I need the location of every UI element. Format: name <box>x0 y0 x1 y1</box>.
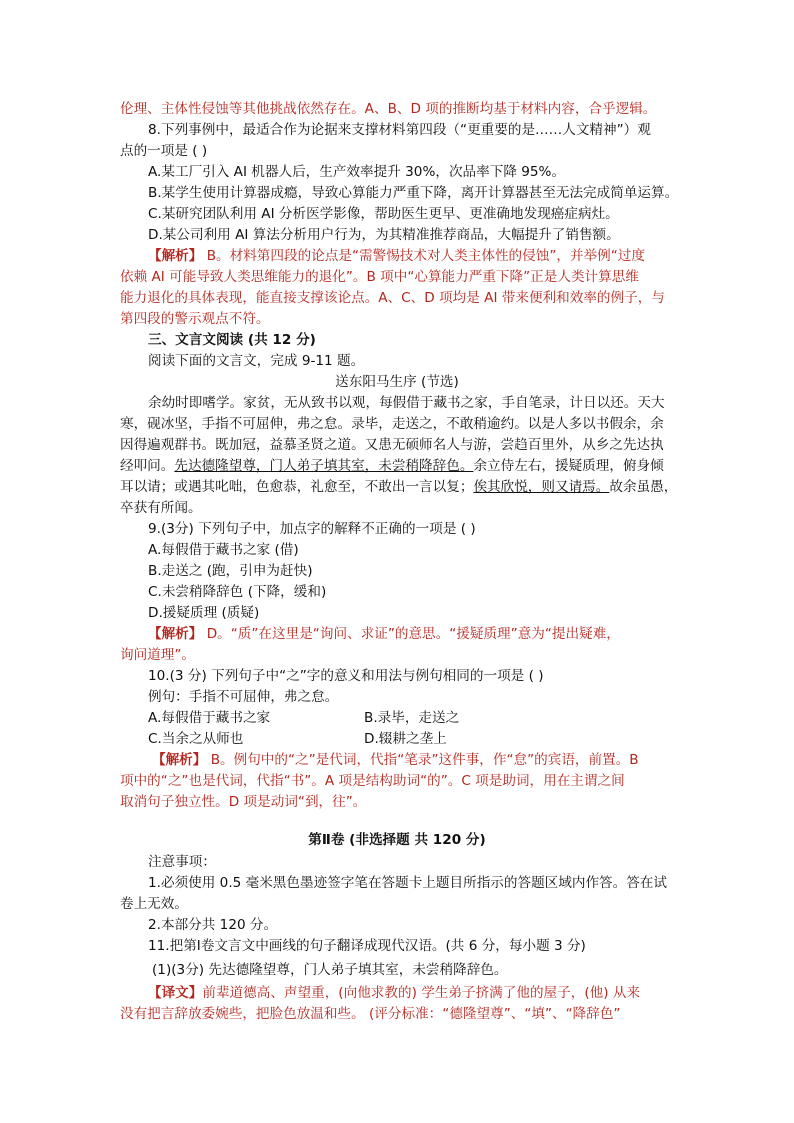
passage-line: 经叩问。先达德隆望尊，门人弟子填其室，未尝稍降辞色。余立侍左右，援疑质理，俯身倾 <box>120 458 664 474</box>
q8-analysis-line3: 能力退化的具体表现，能直接支撑该论点。A、C、D 项均是 AI 带来便利和效率的例子，与 <box>120 290 665 306</box>
analysis-label: 【解析】 <box>148 626 203 642</box>
q10-option-b: B.录毕，走送之 <box>364 710 460 726</box>
q10-analysis-line2: 项中的“之”也是代词，代指“书”。A 项是结构助词“的”。C 项是助词，用在主谓之间 <box>120 773 625 789</box>
section-3-instruction: 阅读下面的文言文，完成 9-11 题。 <box>148 353 365 369</box>
notice-heading: 注意事项： <box>148 854 216 870</box>
analysis-label: 【解析】 <box>152 752 207 768</box>
passage-line: 余幼时即嗜学。家贫，无从致书以观，每假借于藏书之家，手自笔录，计日以还。天大 <box>148 395 665 411</box>
answer-continuation: 伦理、主体性侵蚀等其他挑战依然存在。A、B、D 项的推断均基于材料内容，合乎逻辑。 <box>120 101 657 117</box>
q9-analysis-line2: 询问道理”。 <box>120 647 196 663</box>
q9-option-d: D.援疑质理 (质疑) <box>148 605 260 621</box>
section-3-heading: 三、文言文阅读 (共 12 分) <box>148 332 316 348</box>
q9-option-a: A.每假借于藏书之家 (借) <box>148 542 299 558</box>
q8-option-a: A.某工厂引入 AI 机器人后，生产效率提升 30%，次品率下降 95%。 <box>148 164 566 180</box>
question-8-stem: 8.下列事例中，最适合作为论据来支撑材料第四段（“更重要的是……人文精神”）观 <box>148 122 651 138</box>
question-11-stem: 11.把第Ⅰ卷文言文中画线的句子翻译成现代汉语。(共 6 分，每小题 3 分) <box>148 938 586 954</box>
translation-label: 【译文】 <box>148 985 203 1001</box>
q10-option-d: D.辍耕之垄上 <box>364 731 447 747</box>
q9-option-c: C.未尝稍降辞色 (下降，缓和) <box>148 584 327 600</box>
q8-analysis-line2: 依赖 AI 可能导致人类思维能力的退化”。B 项中“心算能力严重下降”正是人类计算思维 <box>120 269 639 285</box>
part-2-heading: 第Ⅱ卷 (非选择题 共 120 分) <box>308 832 486 848</box>
question-10-stem: 10.(3 分) 下列句子中“之”字的意义和用法与例句相同的一项是 ( ) <box>148 668 544 684</box>
notice-item-1-cont: 卷上无效。 <box>120 896 188 912</box>
q10-analysis-line3: 取消句子独立性。D 项是动词“到，往”。 <box>120 794 367 810</box>
translation: 【译文】前辈道德高、声望重，(向他求教的) 学生弟子挤满了他的屋子，(他) 从来 <box>148 985 641 1001</box>
q8-option-c: C.某研究团队利用 AI 分析医学影像，帮助医生更早、更准确地发现癌症病灶。 <box>148 206 619 222</box>
underlined-sentence: 先达德隆望尊，门人弟子填其室，未尝稍降辞色。 <box>174 458 474 474</box>
q9-analysis: 【解析】 D。“质”在这里是“询问、求证”的意思。“援疑质理”意为“提出疑难， <box>148 626 620 642</box>
passage-line: 因得遍观群书。既加冠，益慕圣贤之道。又患无硕师名人与游，尝趋百里外，从乡之先达执 <box>120 437 664 453</box>
question-9-stem: 9.(3分) 下列句子中，加点字的解释不正确的一项是 ( ) <box>148 521 476 537</box>
passage-title: 送东阳马生序 (节选) <box>335 374 459 390</box>
passage-line: 卒获有所闻。 <box>120 500 202 516</box>
passage-line: 寒，砚冰坚，手指不可屈伸，弗之怠。录毕，走送之，不敢稍逾约。以是人多以书假余，余 <box>120 416 664 432</box>
q10-option-c: C.当余之从师也 <box>148 731 244 747</box>
q8-analysis: 【解析】 B。材料第四段的论点是“需警惕技术对人类主体性的侵蚀”，并举例“过度 <box>148 248 645 264</box>
passage-line: 耳以请；或遇其叱咄，色愈恭，礼愈至，不敢出一言以复；俟其欣悦，则又请焉。故余虽愚， <box>120 479 678 495</box>
q8-option-d: D.某公司利用 AI 算法分析用户行为，为其精准推荐商品，大幅提升了销售额。 <box>148 227 620 243</box>
notice-item-1: 1.必须使用 0.5 毫米黑色墨迹签字笔在答题卡上题目所指示的答题区域内作答。答在试 <box>148 875 668 891</box>
q10-analysis: 【解析】 B。例句中的“之”是代词，代指“笔录”这件事，作“怠”的宾语，前置。B <box>152 752 639 768</box>
underlined-sentence: 俟其欣悦，则又请焉。 <box>473 479 610 495</box>
translation-line2: 没有把言辞放委婉些，把脸色放温和些。 (评分标准：“德隆望尊”、“填”、“降辞色” <box>120 1006 621 1022</box>
analysis-label: 【解析】 <box>148 248 203 264</box>
q10-option-a: A.每假借于藏书之家 <box>148 710 271 726</box>
q9-option-b: B.走送之 (跑，引申为赶快) <box>148 563 313 579</box>
q10-example: 例句：手指不可屈伸，弗之怠。 <box>148 689 339 705</box>
q8-option-b: B.某学生使用计算器成瘾，导致心算能力严重下降，离开计算器甚至无法完成简单运算。 <box>148 185 679 201</box>
q8-analysis-line4: 第四段的警示观点不符。 <box>120 311 270 327</box>
question-8-stem-cont: 点的一项是 ( ) <box>120 143 208 159</box>
question-11-part-1: (1)(3分) 先达德隆望尊，门人弟子填其室，未尝稍降辞色。 <box>152 962 508 978</box>
notice-item-2: 2.本部分共 120 分。 <box>148 917 278 933</box>
